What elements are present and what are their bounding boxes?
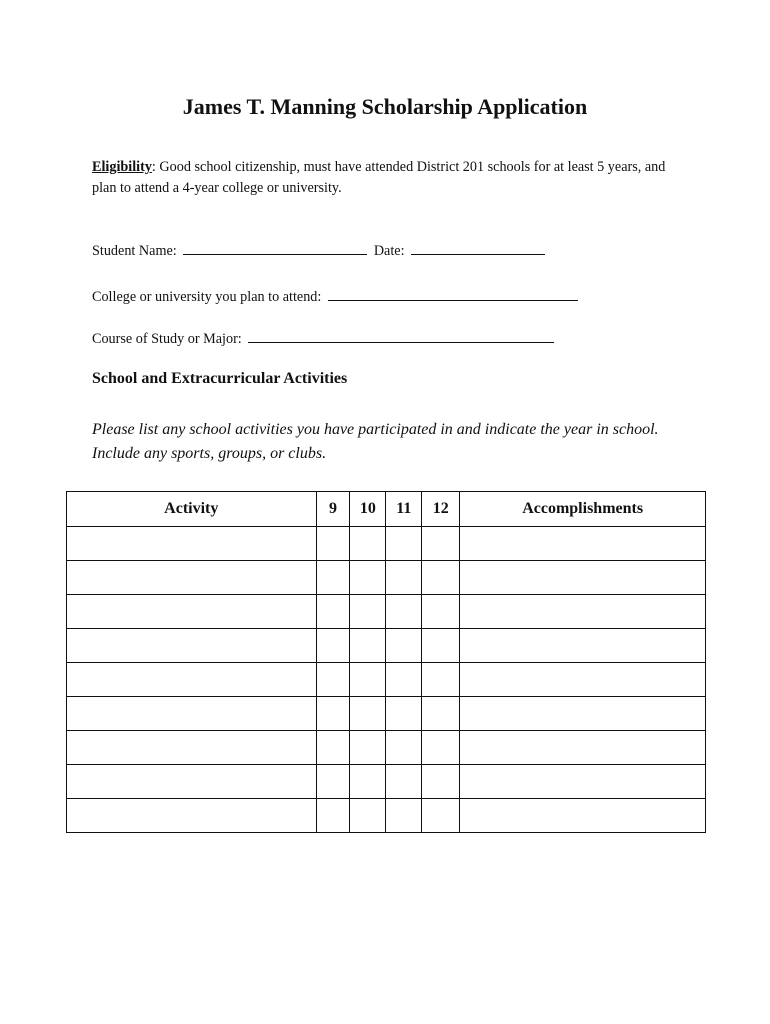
grade-12-cell[interactable] <box>422 765 460 799</box>
grade-11-cell[interactable] <box>386 663 422 697</box>
grade-9-cell[interactable] <box>316 595 350 629</box>
major-label: Course of Study or Major: <box>92 331 242 347</box>
table-row <box>67 527 706 561</box>
grade-11-cell[interactable] <box>386 765 422 799</box>
table-header-row <box>67 492 706 527</box>
eligibility-text: Good school citizenship, must have attended District 201 schools for at least 5 years, and plan to attend a 4-year college or university. <box>92 159 666 196</box>
header-grade-11: 11 <box>386 492 422 527</box>
grade-11-cell[interactable] <box>386 527 422 561</box>
header-grade-9: 9 <box>316 492 350 527</box>
eligibility-paragraph <box>92 157 692 199</box>
activity-cell[interactable] <box>67 561 317 595</box>
header-accomplishments: Accomplishments <box>460 492 706 527</box>
table-row <box>67 561 706 595</box>
grade-9-cell[interactable] <box>316 799 350 833</box>
table-row <box>67 799 706 833</box>
accomplishments-cell[interactable] <box>460 799 706 833</box>
grade-10-cell[interactable] <box>350 561 386 595</box>
major-row <box>92 328 554 348</box>
activity-cell[interactable] <box>67 765 317 799</box>
accomplishments-cell[interactable] <box>460 731 706 765</box>
eligibility-separator: : <box>151 159 156 175</box>
grade-11-cell[interactable] <box>386 697 422 731</box>
table-row <box>67 765 706 799</box>
accomplishments-cell[interactable] <box>460 629 706 663</box>
header-grade-12: 12 <box>422 492 460 527</box>
table-row <box>67 663 706 697</box>
grade-12-cell[interactable] <box>422 629 460 663</box>
accomplishments-cell[interactable] <box>460 595 706 629</box>
table-row <box>67 629 706 663</box>
date-field[interactable] <box>411 240 545 255</box>
page-title: James T. Manning Scholarship Application <box>182 94 588 119</box>
grade-11-cell[interactable] <box>386 731 422 765</box>
grade-12-cell[interactable] <box>422 799 460 833</box>
student-name-row <box>92 240 545 260</box>
grade-11-cell[interactable] <box>386 629 422 663</box>
grade-11-cell[interactable] <box>386 799 422 833</box>
grade-10-cell[interactable] <box>350 731 386 765</box>
student-name-field[interactable] <box>183 240 367 255</box>
activity-cell[interactable] <box>67 663 317 697</box>
table-row <box>67 697 706 731</box>
header-grade-10: 10 <box>350 492 386 527</box>
grade-11-cell[interactable] <box>386 561 422 595</box>
accomplishments-cell[interactable] <box>460 561 706 595</box>
grade-10-cell[interactable] <box>350 629 386 663</box>
grade-12-cell[interactable] <box>422 731 460 765</box>
grade-11-cell[interactable] <box>386 595 422 629</box>
grade-12-cell[interactable] <box>422 663 460 697</box>
header-activity: Activity <box>67 492 317 527</box>
grade-9-cell[interactable] <box>316 663 350 697</box>
accomplishments-cell[interactable] <box>460 697 706 731</box>
grade-9-cell[interactable] <box>316 697 350 731</box>
activity-cell[interactable] <box>67 527 317 561</box>
college-row <box>92 286 578 306</box>
college-label: College or university you plan to attend: <box>92 289 322 305</box>
table-row <box>67 595 706 629</box>
table-body <box>67 527 706 833</box>
grade-10-cell[interactable] <box>350 527 386 561</box>
section-heading: School and Extracurricular Activities <box>92 370 348 387</box>
student-name-label: Student Name: <box>92 243 177 259</box>
table-row <box>67 731 706 765</box>
grade-9-cell[interactable] <box>316 561 350 595</box>
activity-cell[interactable] <box>67 799 317 833</box>
grade-12-cell[interactable] <box>422 561 460 595</box>
activities-table <box>66 491 706 833</box>
grade-9-cell[interactable] <box>316 731 350 765</box>
grade-10-cell[interactable] <box>350 799 386 833</box>
accomplishments-cell[interactable] <box>460 765 706 799</box>
eligibility-label: Eligibility <box>92 159 152 175</box>
activity-cell[interactable] <box>67 629 317 663</box>
grade-10-cell[interactable] <box>350 765 386 799</box>
activity-cell[interactable] <box>67 697 317 731</box>
activity-cell[interactable] <box>67 595 317 629</box>
grade-9-cell[interactable] <box>316 765 350 799</box>
accomplishments-cell[interactable] <box>460 527 706 561</box>
date-label: Date: <box>373 243 405 259</box>
major-field[interactable] <box>248 328 554 343</box>
grade-12-cell[interactable] <box>422 595 460 629</box>
grade-9-cell[interactable] <box>316 527 350 561</box>
grade-10-cell[interactable] <box>350 697 386 731</box>
college-field[interactable] <box>328 286 578 301</box>
section-instructions: Please list any school activities you have participated in and indicate the year in school. Include any sports, groups, or clubs. <box>92 421 659 462</box>
grade-10-cell[interactable] <box>350 663 386 697</box>
grade-10-cell[interactable] <box>350 595 386 629</box>
grade-9-cell[interactable] <box>316 629 350 663</box>
grade-12-cell[interactable] <box>422 697 460 731</box>
activity-cell[interactable] <box>67 731 317 765</box>
accomplishments-cell[interactable] <box>460 663 706 697</box>
grade-12-cell[interactable] <box>422 527 460 561</box>
